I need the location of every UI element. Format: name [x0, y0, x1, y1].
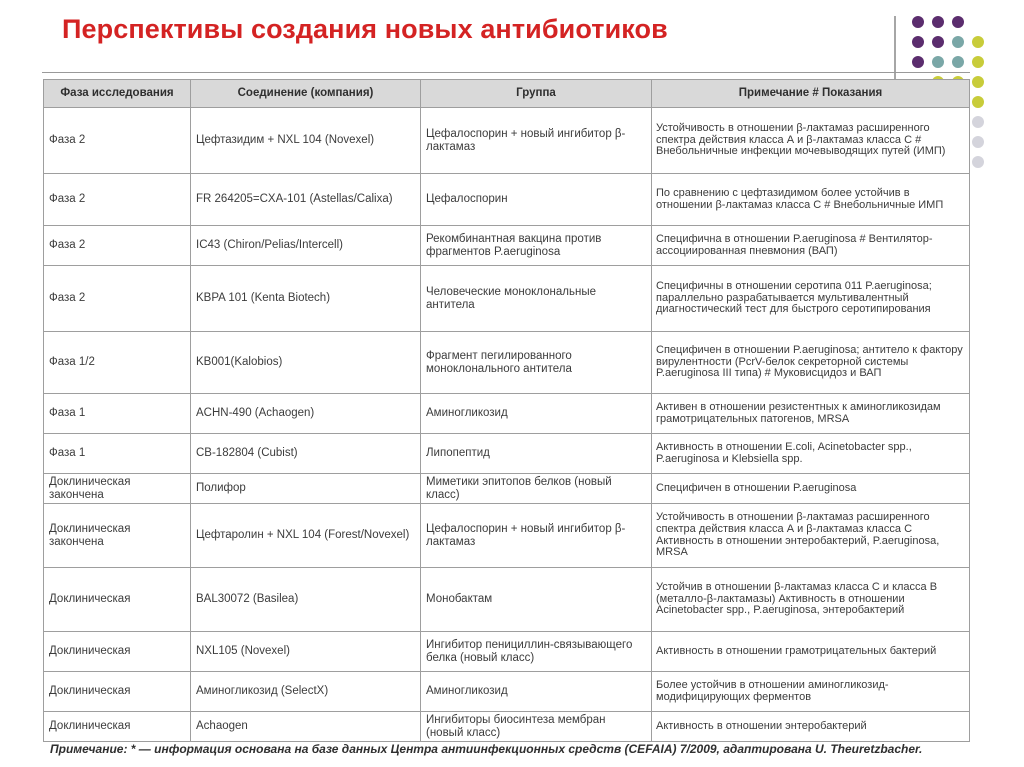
- cell-note: Устойчивость в отношении β-лактамаз расширенного спектра действия класса А и β-лактамаз класса С Активность в отношении энтеробактерий, P.aeruginosa, MRSA: [652, 504, 970, 568]
- cell-phase: Фаза 1: [44, 434, 191, 474]
- decor-dot: [952, 36, 964, 48]
- header-phase: Фаза исследования: [44, 80, 191, 108]
- cell-note: Специфичен в отношении P.aeruginosa: [652, 474, 970, 504]
- cell-group: Миметики эпитопов белков (новый класс): [421, 474, 652, 504]
- cell-compound: Полифор: [191, 474, 421, 504]
- slide-title: Перспективы создания новых антибиотиков: [62, 14, 668, 44]
- cell-compound: BAL30072 (Basilea): [191, 568, 421, 632]
- cell-phase: Доклиническая: [44, 672, 191, 712]
- cell-note: Активность в отношении E.coli, Acinetobacter spp., P.aeruginosa и Klebsiella spp.: [652, 434, 970, 474]
- cell-phase: Доклиническая закончена: [44, 504, 191, 568]
- table-row: [44, 434, 970, 474]
- cell-compound: Цефтаролин + NXL 104 (Forest/Novexel): [191, 504, 421, 568]
- cell-phase: Фаза 2: [44, 226, 191, 266]
- cell-phase: Доклиническая закончена: [44, 474, 191, 504]
- cell-note: Активен в отношении резистентных к аминогликозидам грамотрицательных патогенов, MRSA: [652, 394, 970, 434]
- decor-dot: [972, 36, 984, 48]
- cell-compound: KBPA 101 (Kenta Biotech): [191, 266, 421, 332]
- cell-compound: Цефтазидим + NXL 104 (Novexel): [191, 108, 421, 174]
- decor-dot: [972, 96, 984, 108]
- cell-compound: Achaogen: [191, 712, 421, 742]
- cell-phase: Доклиническая: [44, 632, 191, 672]
- table-row: [44, 474, 970, 504]
- decor-dot: [952, 56, 964, 68]
- cell-compound: ACHN-490 (Achaogen): [191, 394, 421, 434]
- decor-dot: [932, 36, 944, 48]
- header-compound: Соединение (компания): [191, 80, 421, 108]
- antibiotics-table: [43, 79, 970, 742]
- cell-compound: Аминогликозид (SelectX): [191, 672, 421, 712]
- table-row: [44, 266, 970, 332]
- table-row: [44, 394, 970, 434]
- cell-phase: Фаза 1/2: [44, 332, 191, 394]
- cell-note: Активность в отношении грамотрицательных бактерий: [652, 632, 970, 672]
- cell-compound: IC43 (Chiron/Pelias/Intercell): [191, 226, 421, 266]
- cell-group: Аминогликозид: [421, 672, 652, 712]
- cell-compound: KB001(Kalobios): [191, 332, 421, 394]
- cell-note: По сравнению с цефтазидимом более устойчив в отношении β-лактамаз класса С # Внебольничные ИМП: [652, 174, 970, 226]
- decor-dot: [972, 56, 984, 68]
- header-note: Примечание # Показания: [652, 80, 970, 108]
- table-top-rule: [42, 72, 970, 73]
- cell-phase: Фаза 2: [44, 108, 191, 174]
- table-row: [44, 672, 970, 712]
- header-group: Группа: [421, 80, 652, 108]
- decor-dot: [912, 56, 924, 68]
- decor-dot: [912, 16, 924, 28]
- cell-group: Фрагмент пегилированного моноклонального антитела: [421, 332, 652, 394]
- cell-group: Аминогликозид: [421, 394, 652, 434]
- cell-group: Цефалоспорин: [421, 174, 652, 226]
- cell-phase: Фаза 2: [44, 266, 191, 332]
- cell-note: Устойчив в отношении β-лактамаз класса С и класса В (металло-β-лактамазы) Активность в отношении Acinetobacter spp., P.aeruginosa, энтеробактерий: [652, 568, 970, 632]
- cell-phase: Доклиническая: [44, 712, 191, 742]
- decor-dot: [972, 76, 984, 88]
- cell-group: Цефалоспорин + новый ингибитор β-лактамаз: [421, 504, 652, 568]
- table-row: [44, 712, 970, 742]
- decor-dot: [912, 36, 924, 48]
- cell-group: Цефалоспорин + новый ингибитор β-лактамаз: [421, 108, 652, 174]
- cell-group: Ингибитор пенициллин-связывающего белка (новый класс): [421, 632, 652, 672]
- decor-dot: [932, 16, 944, 28]
- cell-phase: Доклиническая: [44, 568, 191, 632]
- cell-group: Монобактам: [421, 568, 652, 632]
- decor-dot: [972, 156, 984, 168]
- cell-group: Липопептид: [421, 434, 652, 474]
- cell-note: Устойчивость в отношении β-лактамаз расширенного спектра действия класса А и β-лактамаз класса С # Внебольничные инфекции мочевыводящих путей (ИМП): [652, 108, 970, 174]
- decor-dot: [952, 16, 964, 28]
- cell-note: Специфична в отношении P.aeruginosa # Вентилятор-ассоциированная пневмония (ВАП): [652, 226, 970, 266]
- cell-group: Ингибиторы биосинтеза мембран (новый класс): [421, 712, 652, 742]
- table-row: [44, 568, 970, 632]
- table-row: [44, 108, 970, 174]
- table-row: [44, 332, 970, 394]
- cell-group: Рекомбинантная вакцина против фрагментов P.aeruginosa: [421, 226, 652, 266]
- cell-compound: NXL105 (Novexel): [191, 632, 421, 672]
- table-row: [44, 226, 970, 266]
- decor-dot: [972, 116, 984, 128]
- cell-note: Специфичен в отношении P.aeruginosa; антитело к фактору вирулентности (PcrV-белок секреторной системы P.aeruginosa III типа) # Муковисцидоз и ВАП: [652, 332, 970, 394]
- cell-group: Человеческие моноклональные антитела: [421, 266, 652, 332]
- cell-note: Специфичны в отношении серотипа 011 P.aeruginosa; параллельно разрабатывается мультивалентный диагностический тест для быстрого серотипирования: [652, 266, 970, 332]
- table-row: [44, 174, 970, 226]
- table-row: [44, 504, 970, 568]
- table-header-row: [44, 80, 970, 108]
- cell-note: Более устойчив в отношении аминогликозид-модифицирующих ферментов: [652, 672, 970, 712]
- decor-dot: [932, 56, 944, 68]
- cell-compound: CB-182804 (Cubist): [191, 434, 421, 474]
- table-footnote: Примечание: * — информация основана на базе данных Центра антиинфекционных средств (CEFAIA) 7/2009, адаптирована U. Theuretzbacher.: [50, 742, 923, 756]
- cell-compound: FR 264205=CXA-101 (Astellas/Calixa): [191, 174, 421, 226]
- table-row: [44, 632, 970, 672]
- cell-phase: Фаза 2: [44, 174, 191, 226]
- cell-note: Активность в отношении энтеробактерий: [652, 712, 970, 742]
- cell-phase: Фаза 1: [44, 394, 191, 434]
- decor-dot: [972, 136, 984, 148]
